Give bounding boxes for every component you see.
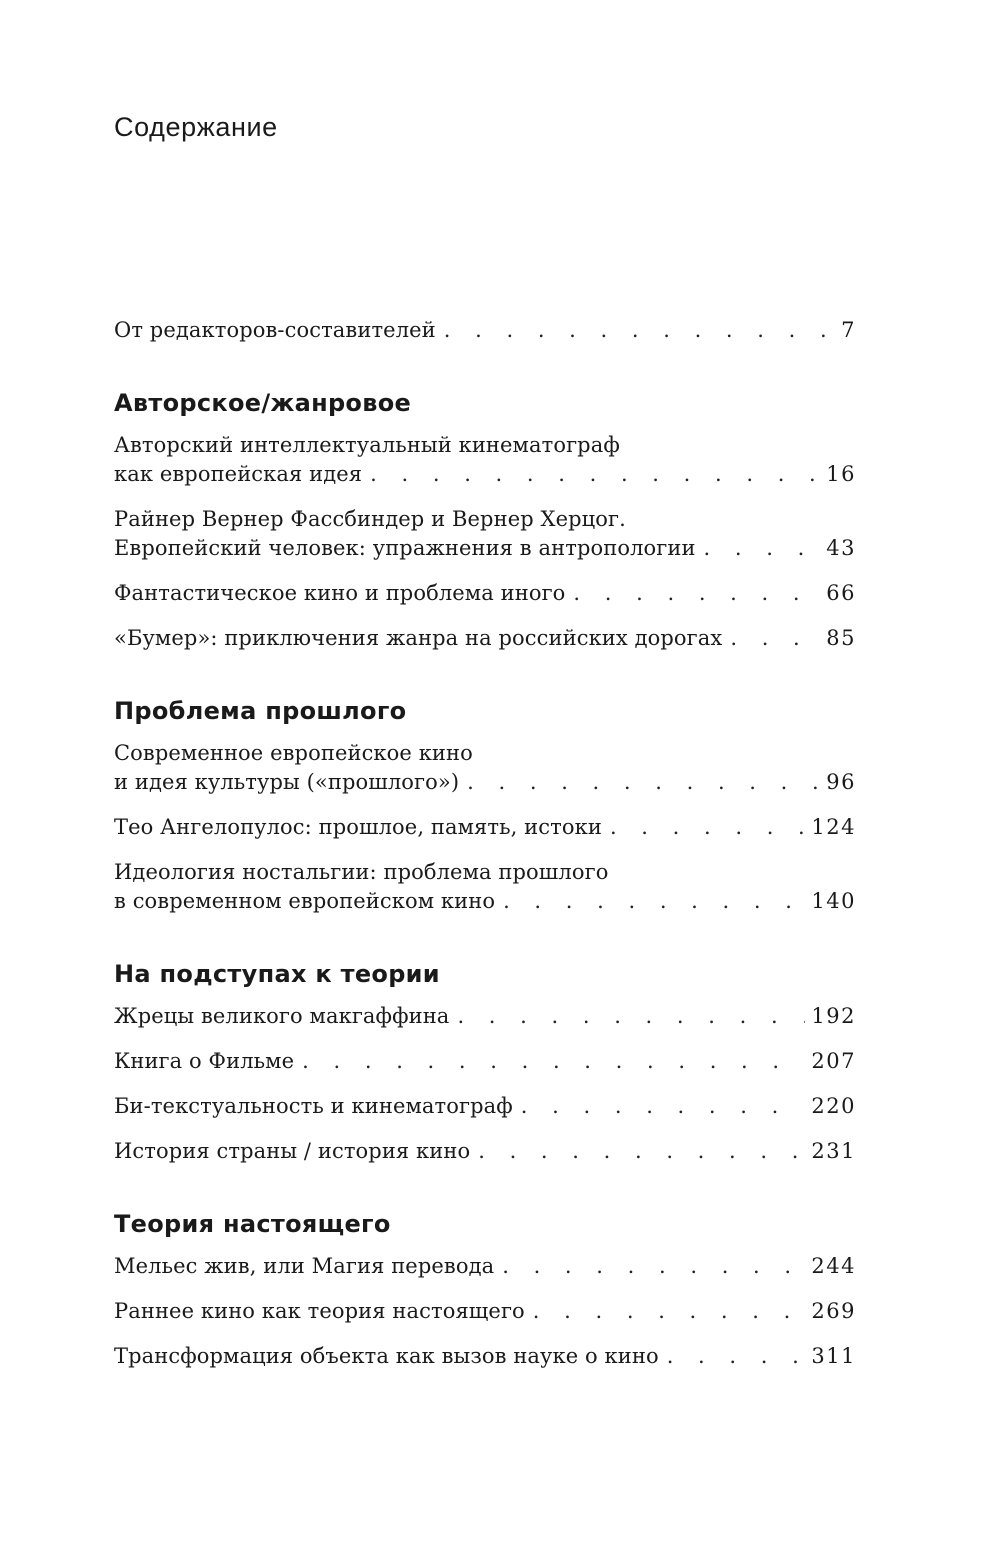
toc-page-number: 7 xyxy=(841,318,856,342)
toc-entry-title-line: Книга о Фильме xyxy=(114,1049,295,1073)
dot-leader xyxy=(302,1047,805,1076)
toc-entry-title-line: Трансформация объекта как вызов науке о кино xyxy=(114,1344,659,1368)
toc-entry-intro[interactable] xyxy=(114,316,856,345)
toc-page-number: 140 xyxy=(811,889,856,913)
toc-entry[interactable] xyxy=(114,431,856,489)
toc-entry[interactable] xyxy=(114,813,856,842)
toc-section-theory-present xyxy=(114,1210,856,1371)
table-of-contents xyxy=(114,316,856,1371)
toc-page-number: 207 xyxy=(811,1049,856,1073)
toc-entry-title-line: Современное европейское кино xyxy=(114,741,473,765)
toc-entry-line xyxy=(114,316,856,345)
toc-entry-title-line: Авторский интеллектуальный кинематограф xyxy=(114,433,620,457)
toc-entry-title-line: и идея культуры («прошлого») xyxy=(114,770,460,794)
section-heading: Авторское/жанровое xyxy=(114,389,412,417)
toc-section-past xyxy=(114,697,856,916)
toc-entry[interactable] xyxy=(114,1047,856,1076)
toc-page-number: 220 xyxy=(811,1094,856,1118)
toc-section-theory-approach xyxy=(114,960,856,1166)
toc-page-number: 269 xyxy=(811,1299,856,1323)
dot-leader xyxy=(502,1252,805,1281)
dot-leader xyxy=(667,1342,806,1371)
toc-entry-title-line: Европейский человек: упражнения в антропологии xyxy=(114,536,696,560)
dot-leader xyxy=(610,813,805,842)
toc-entry-title-line: «Бумер»: приключения жанра на российских дорогах xyxy=(114,626,723,650)
toc-page-number: 244 xyxy=(811,1254,856,1278)
dot-leader xyxy=(704,534,821,563)
toc-entry[interactable] xyxy=(114,1297,856,1326)
toc-entry-title-line: Мельес жив, или Магия перевода xyxy=(114,1254,495,1278)
toc-entry-title-line: Тео Ангелопулос: прошлое, память, истоки xyxy=(114,815,602,839)
toc-entry[interactable] xyxy=(114,1137,856,1166)
toc-entry-title-line: Фантастическое кино и проблема иного xyxy=(114,581,566,605)
toc-page-number: 124 xyxy=(811,815,856,839)
section-heading: Теория настоящего xyxy=(114,1210,391,1238)
dot-leader xyxy=(370,460,820,489)
toc-entry-title-line: Идеология ностальгии: проблема прошлого xyxy=(114,860,609,884)
dot-leader xyxy=(503,887,805,916)
toc-page-number: 16 xyxy=(826,462,856,486)
toc-page-number: 96 xyxy=(826,770,856,794)
toc-entry-title-line: Жрецы великого макгаффина xyxy=(114,1004,450,1028)
dot-leader xyxy=(730,624,820,653)
section-heading: Проблема прошлого xyxy=(114,697,407,725)
toc-entry-title-line: как европейская идея xyxy=(114,462,363,486)
toc-page-number: 311 xyxy=(811,1344,856,1368)
section-heading: На подступах к теории xyxy=(114,960,440,988)
toc-entry[interactable] xyxy=(114,579,856,608)
dot-leader xyxy=(533,1297,806,1326)
toc-page-number: 231 xyxy=(811,1139,856,1163)
toc-entry[interactable] xyxy=(114,505,856,563)
toc-entry[interactable] xyxy=(114,1342,856,1371)
toc-page-number: 43 xyxy=(826,536,856,560)
toc-entry-title-line: в современном европейском кино xyxy=(114,889,496,913)
toc-entry-title-line: Райнер Вернер Фассбиндер и Вернер Херцог. xyxy=(114,507,626,531)
toc-entry-title: От редакторов-составителей xyxy=(114,318,436,342)
page-title: Содержание xyxy=(114,112,278,142)
toc-entry[interactable] xyxy=(114,1002,856,1031)
dot-leader xyxy=(467,768,820,797)
toc-entry[interactable] xyxy=(114,739,856,797)
toc-entry[interactable] xyxy=(114,1092,856,1121)
dot-leader xyxy=(521,1092,806,1121)
dot-leader xyxy=(478,1137,805,1166)
toc-entry[interactable] xyxy=(114,1252,856,1281)
toc-entry-title-line: История страны / история кино xyxy=(114,1139,471,1163)
toc-entry-title-line: Раннее кино как теория настоящего xyxy=(114,1299,525,1323)
toc-entry[interactable] xyxy=(114,624,856,653)
dot-leader xyxy=(457,1002,805,1031)
dot-leader xyxy=(444,316,835,345)
dot-leader xyxy=(573,579,820,608)
toc-entry-title-line: Би-текстуальность и кинематограф xyxy=(114,1094,513,1118)
toc-page-number: 85 xyxy=(826,626,856,650)
toc-section-author-genre xyxy=(114,389,856,653)
toc-page-number: 66 xyxy=(826,581,856,605)
toc-page-number: 192 xyxy=(811,1004,856,1028)
toc-entry[interactable] xyxy=(114,858,856,916)
